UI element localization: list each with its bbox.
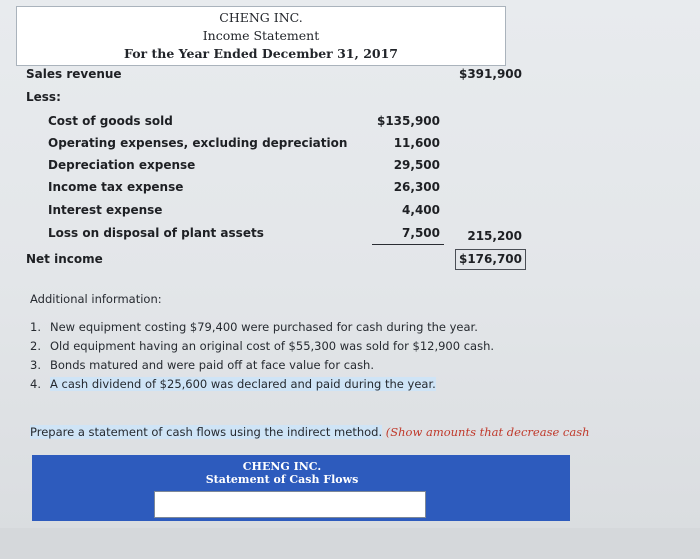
expense-label: Operating expenses, excluding depreciation (48, 136, 348, 150)
item-number: 2. (30, 339, 41, 353)
sales-revenue-label: Sales revenue (26, 67, 122, 81)
cash-flow-company: CHENG INC. (242, 460, 322, 473)
list-item (30, 377, 494, 396)
expense-label: Income tax expense (48, 180, 184, 194)
instruction-note: (Show amounts that decrease cash (385, 425, 590, 439)
expense-label: Interest expense (48, 203, 163, 217)
instruction (30, 425, 590, 439)
expense-value: 7,500 (402, 226, 440, 240)
statement-title: Income Statement (202, 28, 320, 43)
expense-value: 29,500 (393, 158, 440, 172)
expense-value: 11,600 (393, 136, 440, 150)
list-item (30, 339, 494, 358)
instruction-text: Prepare a statement of cash flows using the indirect method. (30, 425, 383, 439)
net-income-label: Net income (26, 252, 103, 266)
page-bottom-area (0, 528, 700, 559)
cash-flow-header-bar (32, 455, 570, 521)
expense-label: Loss on disposal of plant assets (48, 226, 264, 240)
list-item (30, 320, 494, 339)
item-text: Old equipment having an original cost of $55,300 was sold for $12,900 cash. (50, 339, 495, 353)
cash-flow-title (182, 460, 382, 486)
item-text: New equipment costing $79,400 were purchased for cash during the year. (50, 320, 478, 334)
income-statement-header (16, 6, 506, 66)
expense-label: Depreciation expense (48, 158, 196, 172)
total-expenses-value: 215,200 (467, 229, 522, 243)
period-input[interactable] (154, 491, 426, 518)
net-income-value: $176,700 (458, 252, 522, 266)
company-name: CHENG INC. (219, 10, 303, 25)
subtotal-rule (372, 244, 444, 245)
expense-value: 26,300 (393, 180, 440, 194)
expense-label: Cost of goods sold (48, 114, 173, 128)
list-item (30, 358, 494, 377)
item-number: 4. (30, 377, 41, 391)
additional-info-list (30, 320, 494, 396)
additional-info-title: Additional information: (30, 292, 162, 306)
expense-value: $135,900 (376, 114, 440, 128)
item-text: A cash dividend of $25,600 was declared and paid during the year. (50, 377, 436, 391)
less-label: Less: (26, 90, 61, 104)
item-number: 3. (30, 358, 41, 372)
item-number: 1. (30, 320, 41, 334)
sales-revenue-value: $391,900 (458, 67, 522, 81)
cash-flow-statement-title: Statement of Cash Flows (205, 473, 359, 486)
expense-value: 4,400 (402, 203, 440, 217)
statement-period: For the Year Ended December 31, 2017 (124, 46, 398, 61)
item-text: Bonds matured and were paid off at face value for cash. (50, 358, 375, 372)
